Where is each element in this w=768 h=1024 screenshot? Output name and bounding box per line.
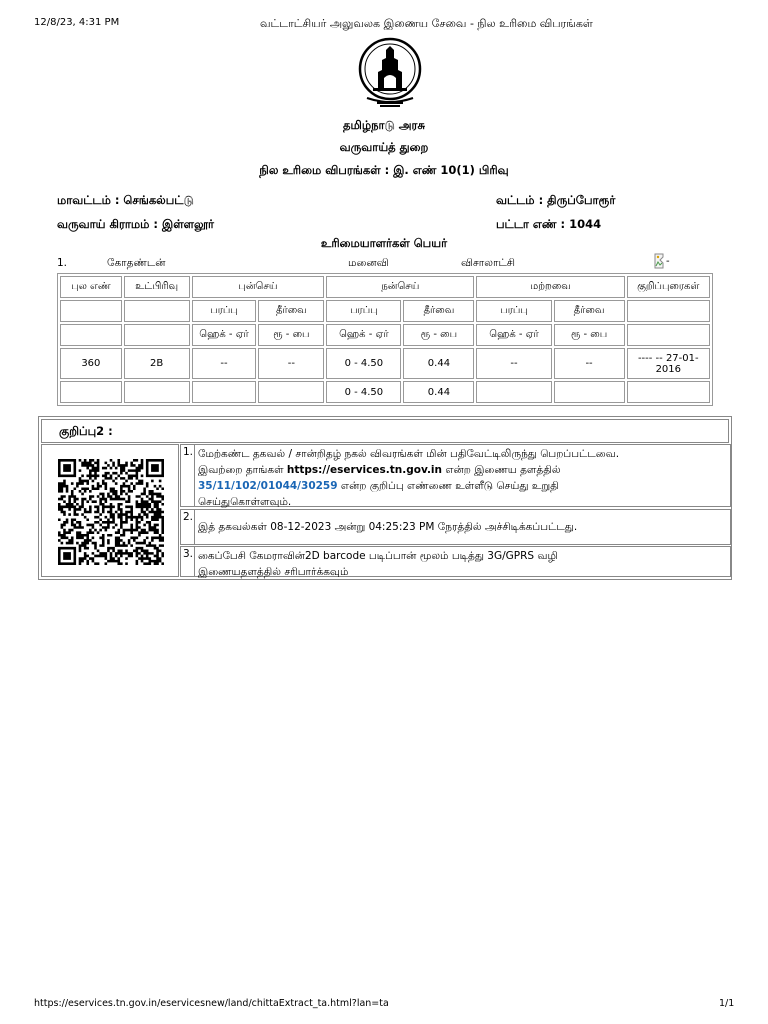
note-text bbox=[198, 446, 724, 510]
note-line: கைப்பேசி கேமராவின்2D barcode படிப்பான் மூலம் படித்து 3G/GPRS வழி bbox=[198, 550, 558, 562]
broken-image-alt: - bbox=[666, 256, 670, 267]
notes-header bbox=[41, 419, 729, 443]
subheader-area: பரப்பு bbox=[476, 300, 551, 322]
subheader-tax: தீர்வை bbox=[258, 300, 324, 322]
total-wet-area: 0 - 4.50 bbox=[326, 381, 401, 403]
owner-relative-name: விசாலாட்சி bbox=[461, 257, 516, 269]
reference-code: 35/11/102/01044/30259 bbox=[198, 480, 338, 492]
cell-wet-tax: 0.44 bbox=[403, 348, 474, 379]
note-number: 1. bbox=[183, 446, 194, 458]
owner-relation: மனைவி bbox=[348, 257, 389, 269]
notes-label: குறிப்பு2 : bbox=[59, 424, 113, 438]
table-header-row bbox=[60, 276, 710, 298]
header-subdivision: உட்பிரிவு bbox=[124, 276, 190, 298]
table-subheader-row bbox=[60, 300, 710, 322]
header-survey-number: புல எண் bbox=[60, 276, 122, 298]
cell-survey-number: 360 bbox=[60, 348, 122, 379]
header-wet-land: நன்செய் bbox=[326, 276, 474, 298]
table-total-row bbox=[60, 381, 710, 403]
district-label: மாவட்டம் : செங்கல்பட்டு bbox=[57, 193, 194, 207]
unit-rupee-paise: ரூ - பை bbox=[554, 324, 625, 346]
land-details-table bbox=[57, 273, 713, 406]
note-item bbox=[180, 509, 731, 545]
qr-code-icon bbox=[58, 459, 164, 565]
owner-row bbox=[0, 257, 768, 273]
cell-dry-area: -- bbox=[192, 348, 257, 379]
header-dry-land: புன்செய் bbox=[192, 276, 325, 298]
unit-rupee-paise: ரூ - பை bbox=[403, 324, 474, 346]
document-title: நில உரிமை விபரங்கள் : இ. எண் 10(1) பிரிவு bbox=[259, 163, 509, 177]
note-line: இணையதளத்தில் சரிபார்க்கவும் bbox=[198, 566, 349, 578]
taluk-label: வட்டம் : திருப்போரூர் bbox=[496, 193, 616, 207]
table-row bbox=[60, 348, 710, 379]
unit-rupee-paise: ரூ - பை bbox=[258, 324, 324, 346]
cell-dry-tax: -- bbox=[258, 348, 324, 379]
total-wet-tax: 0.44 bbox=[403, 381, 474, 403]
note-text bbox=[198, 548, 724, 580]
department-title: வருவாய்த் துறை bbox=[339, 140, 429, 154]
subheader-area: பரப்பு bbox=[326, 300, 401, 322]
tamil-nadu-emblem-icon bbox=[347, 34, 433, 110]
note-item bbox=[180, 444, 731, 507]
header-remarks: குறிப்புரைகள் bbox=[627, 276, 710, 298]
print-page-title: வட்டாட்சியர் அலுவலக இணைய சேவை - நில உரிமை விபரங்கள் bbox=[260, 17, 593, 30]
note-line: செய்துகொள்ளவும். bbox=[198, 496, 292, 508]
patta-number-label: பட்டா எண் : 1044 bbox=[496, 217, 602, 231]
owner-name: கோதண்டன் bbox=[107, 257, 166, 269]
note-number: 2. bbox=[183, 511, 194, 523]
print-header bbox=[0, 14, 768, 34]
note-line: இவற்றை தாங்கள் https://eservices.tn.gov.in என்ற இணைய தளத்தில் bbox=[198, 464, 561, 476]
unit-hectare-are: ஹெக் - ஏர் bbox=[192, 324, 257, 346]
footer-url: https://eservices.tn.gov.in/eservicesnew/land/chittaExtract_ta.html?lan=ta bbox=[34, 998, 389, 1009]
note-item bbox=[180, 546, 731, 577]
table-units-row bbox=[60, 324, 710, 346]
eservices-url: https://eservices.tn.gov.in bbox=[286, 464, 443, 476]
broken-image-icon bbox=[654, 253, 676, 269]
note-number: 3. bbox=[183, 548, 194, 560]
notes-section bbox=[38, 416, 732, 580]
cell-wet-area: 0 - 4.50 bbox=[326, 348, 401, 379]
unit-hectare-are: ஹெக் - ஏர் bbox=[326, 324, 401, 346]
note-line: மேற்கண்ட தகவல் / சான்றிதழ் நகல் விவரங்கள் மின் பதிவேட்டிலிருந்து பெறப்பட்டவை. bbox=[198, 448, 620, 460]
footer-page-number: 1/1 bbox=[719, 998, 735, 1009]
unit-hectare-are: ஹெக் - ஏர் bbox=[476, 324, 551, 346]
cell-other-tax: -- bbox=[554, 348, 625, 379]
cell-subdivision: 2B bbox=[124, 348, 190, 379]
cell-other-area: -- bbox=[476, 348, 551, 379]
subheader-area: பரப்பு bbox=[192, 300, 257, 322]
qr-code-cell bbox=[41, 444, 179, 577]
subheader-tax: தீர்வை bbox=[403, 300, 474, 322]
note-text: இத் தகவல்கள் 08-12-2023 அன்று 04:25:23 PM நேரத்தில் அச்சிடிக்கப்பட்டது. bbox=[198, 521, 578, 533]
owners-heading: உரிமையாளர்கள் பெயர் bbox=[320, 236, 448, 250]
header-others: மற்றவை bbox=[476, 276, 624, 298]
print-footer bbox=[0, 996, 768, 1012]
revenue-village-label: வருவாய் கிராமம் : இள்ளலூர் bbox=[57, 217, 215, 231]
print-datetime: 12/8/23, 4:31 PM bbox=[34, 17, 120, 28]
owner-number: 1. bbox=[57, 257, 68, 269]
subheader-tax: தீர்வை bbox=[554, 300, 625, 322]
note-line: 35/11/102/01044/30259 என்ற குறிப்பு எண்ணை உள்ளீடு செய்து உறுதி bbox=[198, 480, 559, 492]
cell-remarks: ---- -- 27-01-2016 bbox=[627, 348, 710, 379]
government-title: தமிழ்நாடு அரசு bbox=[343, 118, 425, 132]
